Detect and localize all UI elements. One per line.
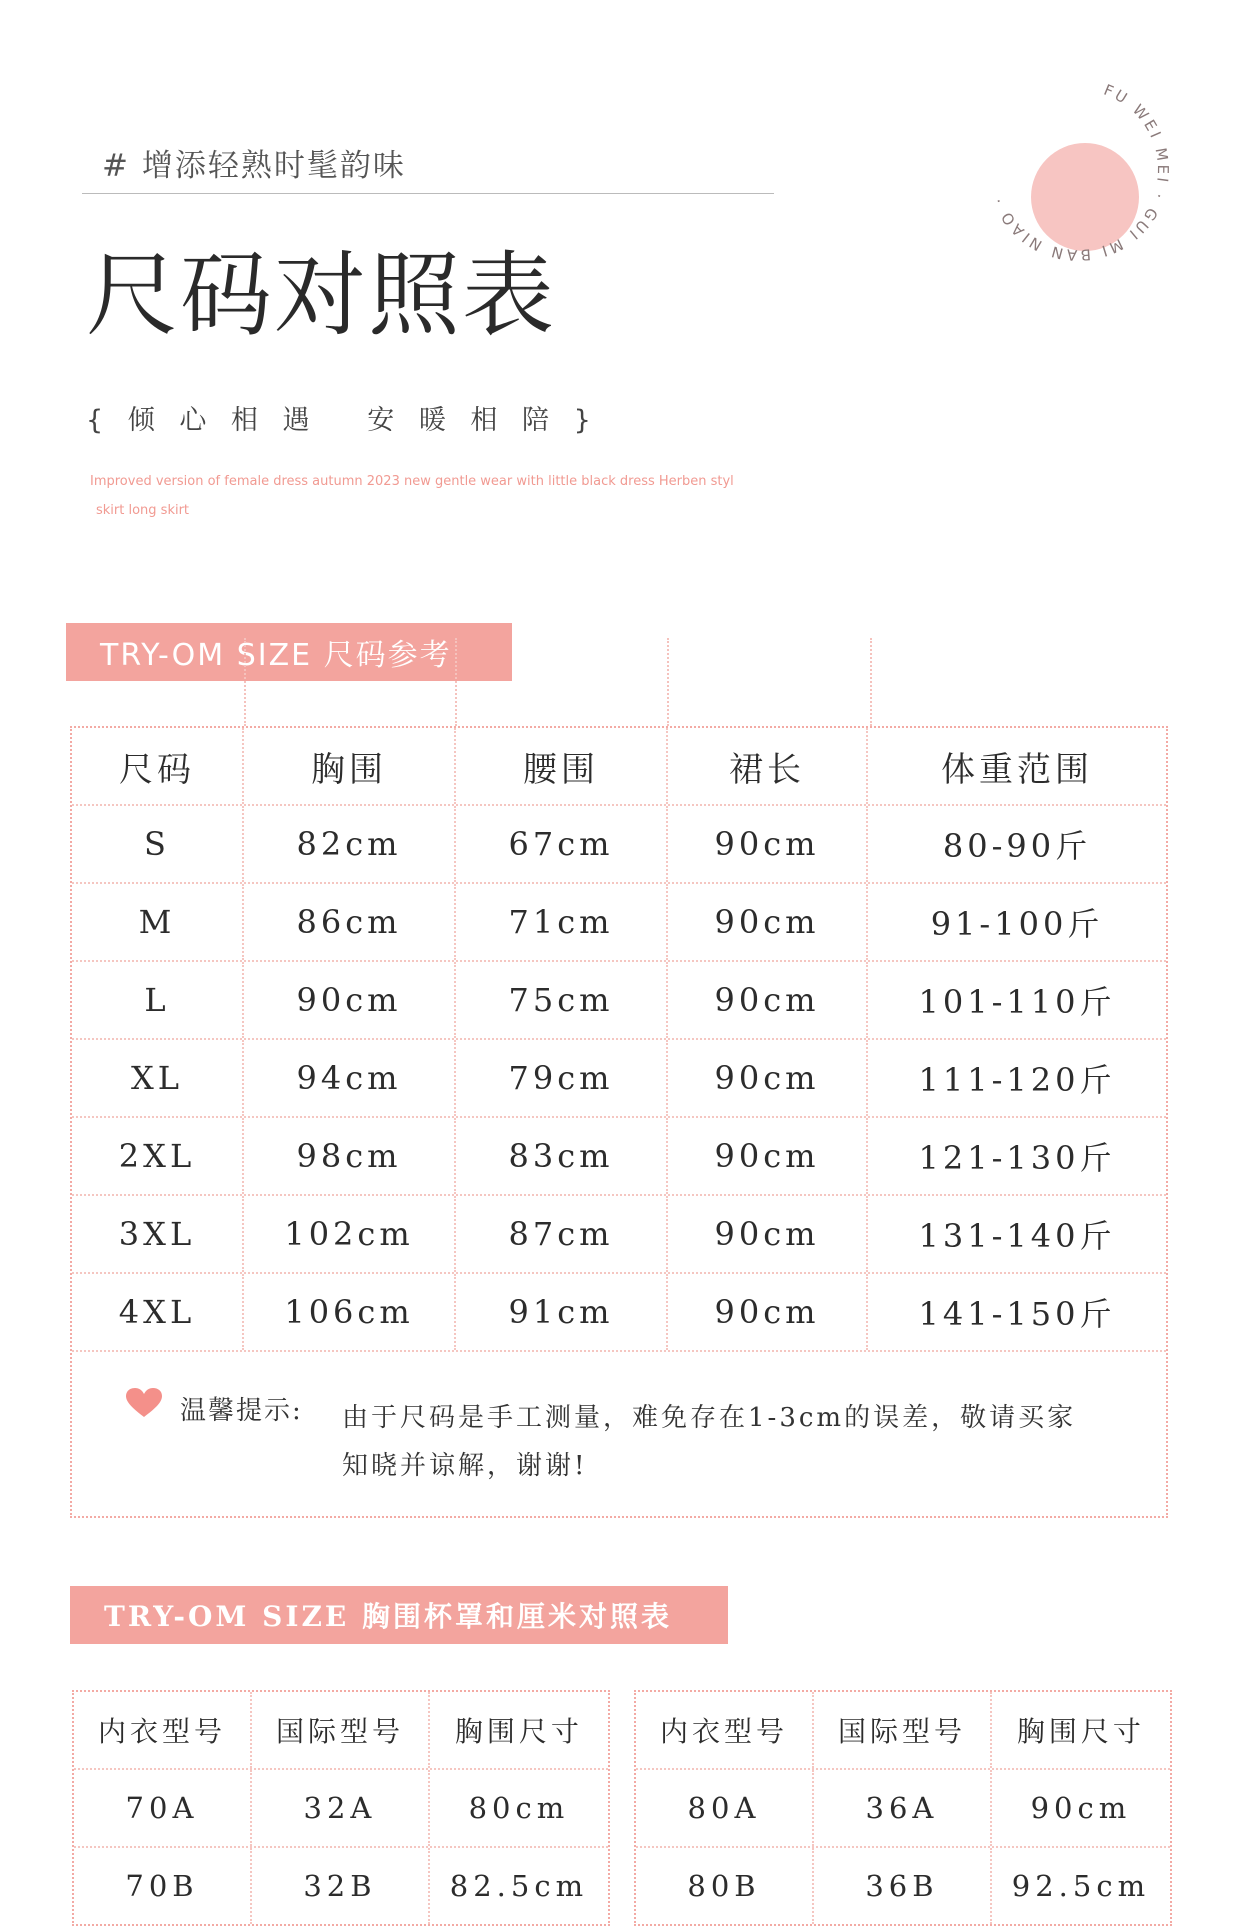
length-cell: 90cm (668, 1040, 868, 1116)
english-line-2: skirt long skirt (96, 503, 190, 518)
bust-cell: 94cm (244, 1040, 456, 1116)
waist-cell: 91cm (456, 1274, 668, 1350)
table-row (72, 1274, 1166, 1352)
waist-cell: 67cm (456, 806, 668, 882)
badge-ring-text: FU WEI MEI · GUI MI BAN NIAO · (988, 80, 1173, 265)
bust-measure-cell: 92.5cm (1011, 1869, 1151, 1903)
table-row (74, 1848, 608, 1924)
bust-cell: 82cm (244, 806, 456, 882)
size-cell: 2XL (72, 1118, 244, 1194)
waist-cell: 79cm (456, 1040, 668, 1116)
column-header-intl-size: 国际型号 (252, 1692, 430, 1768)
size-cell: 3XL (72, 1196, 244, 1272)
brand-badge-logo (968, 60, 1188, 280)
header-divider (82, 193, 774, 194)
weight-cell: 131-140斤 (918, 1217, 1116, 1255)
bust-cell: 86cm (244, 884, 456, 960)
size-cell: 4XL (72, 1274, 244, 1350)
note-text: 由于尺码是手工测量，难免存在1-3cm的误差，敬请买家知晓并谅解，谢谢! (342, 1403, 1077, 1481)
bust-measure-cell: 80cm (468, 1791, 570, 1825)
bust-cell: 102cm (244, 1196, 456, 1272)
size-section-heading: TRY-OM SIZE 尺码参考 (66, 623, 512, 681)
weight-cell: 91-100斤 (930, 905, 1104, 943)
length-cell: 90cm (668, 806, 868, 882)
note-label: 温馨提示: (180, 1396, 303, 1426)
bra-size-cell: 70B (74, 1848, 252, 1924)
bust-cell: 106cm (244, 1274, 456, 1350)
bra-size-cell: 70A (74, 1770, 252, 1846)
column-header-size: 尺码 (72, 728, 244, 804)
bust-cell: 98cm (244, 1118, 456, 1194)
intl-size-cell: 32A (252, 1770, 430, 1846)
english-line-1: Improved version of female dress autumn 2023 new gentle wear with little black dress Herben styl (90, 474, 734, 489)
guide-line (455, 638, 457, 726)
column-header-weight: 体重范围 (941, 749, 1093, 790)
size-cell: M (72, 884, 244, 960)
guide-line (667, 638, 669, 726)
bust-measure-cell: 90cm (1030, 1791, 1132, 1825)
english-description (90, 467, 770, 525)
table-row (72, 1196, 1166, 1274)
page-subtitle: { 倾 心 相 遇 安 暖 相 陪 } (86, 405, 599, 436)
table-row (636, 1848, 1170, 1924)
weight-cell: 101-110斤 (918, 983, 1116, 1021)
waist-cell: 75cm (456, 962, 668, 1038)
guide-line (870, 638, 872, 726)
weight-cell: 121-130斤 (918, 1139, 1116, 1177)
column-header-intl-size: 国际型号 (814, 1692, 992, 1768)
table-row (72, 1040, 1166, 1118)
intl-size-cell: 32B (252, 1848, 430, 1924)
table-row (72, 962, 1166, 1040)
size-cell: S (72, 806, 244, 882)
weight-cell: 80-90斤 (942, 827, 1092, 865)
bra-size-cell: 80B (636, 1848, 814, 1924)
bust-measure-cell: 82.5cm (449, 1869, 589, 1903)
page-title: 尺码对照表 (86, 242, 557, 349)
weight-cell: 111-120斤 (918, 1061, 1116, 1099)
table-row (72, 806, 1166, 884)
waist-cell: 71cm (456, 884, 668, 960)
table-row (74, 1770, 608, 1848)
column-header-waist: 腰围 (456, 728, 668, 804)
column-header-bust-measure: 胸围尺寸 (454, 1715, 583, 1748)
hashtag-tagline: # 增添轻熟时髦韵味 (102, 148, 406, 184)
bust-cell: 90cm (244, 962, 456, 1038)
column-header-bra-size: 内衣型号 (74, 1692, 252, 1768)
column-header-bust-measure: 胸围尺寸 (1016, 1715, 1145, 1748)
length-cell: 90cm (668, 884, 868, 960)
table-row (636, 1770, 1170, 1848)
size-cell: XL (72, 1040, 244, 1116)
length-cell: 90cm (668, 962, 868, 1038)
size-table-header (72, 728, 1166, 806)
waist-cell: 83cm (456, 1118, 668, 1194)
cup-table-header (74, 1692, 608, 1770)
size-table (70, 726, 1168, 1518)
measurement-note (72, 1352, 1166, 1516)
length-cell: 90cm (668, 1274, 868, 1350)
column-header-bust: 胸围 (244, 728, 456, 804)
weight-cell: 141-150斤 (918, 1295, 1116, 1333)
column-header-bra-size: 内衣型号 (636, 1692, 814, 1768)
guide-line (244, 638, 246, 726)
heart-icon (126, 1388, 162, 1418)
length-cell: 90cm (668, 1196, 868, 1272)
cup-table-header (636, 1692, 1170, 1770)
table-row (72, 1118, 1166, 1196)
cup-section-heading: TRY-OM SIZE 胸围杯罩和厘米对照表 (70, 1586, 728, 1644)
cup-table-right (634, 1690, 1172, 1926)
intl-size-cell: 36B (814, 1848, 992, 1924)
bra-size-cell: 80A (636, 1770, 814, 1846)
waist-cell: 87cm (456, 1196, 668, 1272)
table-row (72, 884, 1166, 962)
size-cell: L (72, 962, 244, 1038)
intl-size-cell: 36A (814, 1770, 992, 1846)
cup-table-left (72, 1690, 610, 1926)
length-cell: 90cm (668, 1118, 868, 1194)
column-header-length: 裙长 (668, 728, 868, 804)
